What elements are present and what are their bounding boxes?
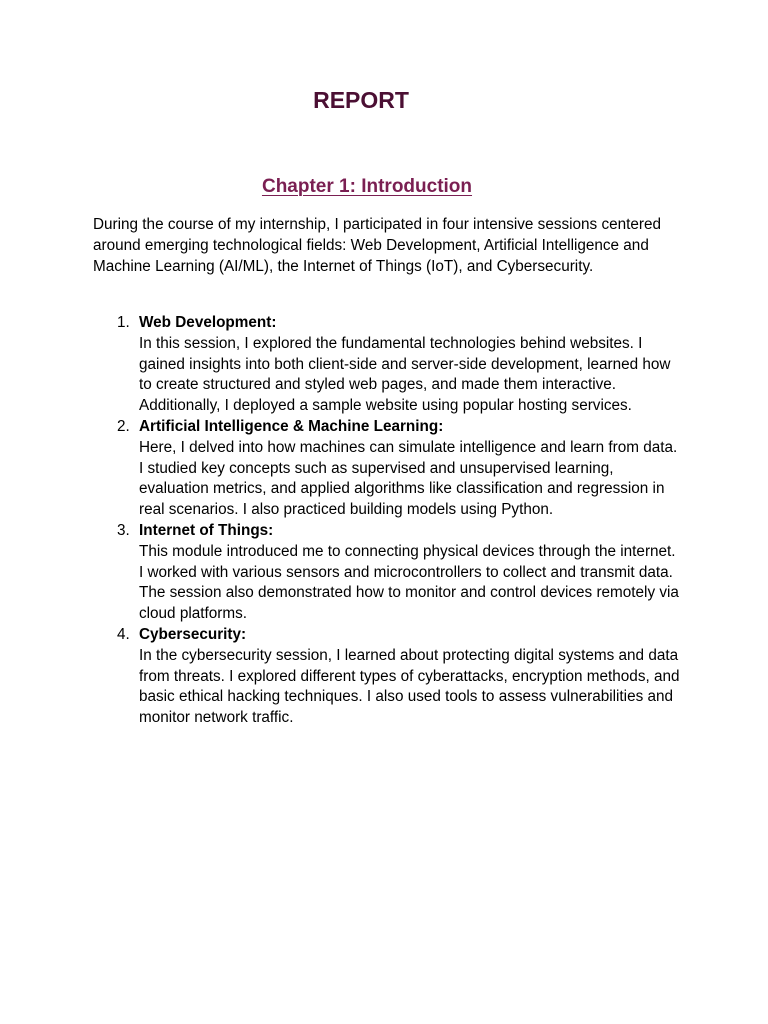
list-item-body: In this session, I explored the fundamental technologies behind websites. I gained insights into both client-side and server-side development, learned how to create structured and styled web pages, and made them interactive. Additionally, I deployed a sample website using popular hosting services. [139, 334, 671, 415]
list-item-number: 4. [117, 625, 130, 643]
list-item-body: This module introduced me to connecting physical devices through the internet. I worked with various sensors and microcontrollers to collect and transmit data. The session also demonstrated how to monitor and control devices remotely via cloud platforms. [139, 542, 679, 623]
list-item-heading: Artificial Intelligence & Machine Learning: [139, 417, 444, 435]
list-item-heading: Web Development: [139, 314, 277, 331]
list-item [93, 313, 683, 417]
intro-paragraph: During the course of my internship, I participated in four intensive sessions centered around emerging technological fields: Web Development, Artificial Intelligence and Machine Learning (AI/ML), the Internet of Things (IoT), and Cybersecurity. [93, 216, 661, 275]
list-item-number: 3. [117, 521, 130, 539]
list-item-body: In the cybersecurity session, I learned about protecting digital systems and data from threats. I explored different types of cyberattacks, encryption methods, and basic ethical hacking techniques. I also used tools to assess vulnerabilities and monitor network traffic. [139, 646, 680, 727]
session-list [93, 313, 683, 729]
report-title: REPORT [313, 87, 409, 113]
list-item-heading: Cybersecurity: [139, 625, 247, 643]
list-item-number: 1. [117, 314, 130, 331]
list-item-body: Here, I delved into how machines can simulate intelligence and learn from data. I studied key concepts such as supervised and unsupervised learning, evaluation metrics, and applied algorithms like classification and regression in real scenarios. I also practiced building models using Python. [139, 438, 678, 519]
chapter-title: Chapter 1: Introduction [261, 176, 473, 197]
list-item-number: 2. [117, 417, 130, 435]
list-item [93, 417, 683, 521]
list-item [93, 521, 683, 625]
list-item-heading: Internet of Things: [139, 521, 274, 539]
list-item [93, 625, 683, 729]
